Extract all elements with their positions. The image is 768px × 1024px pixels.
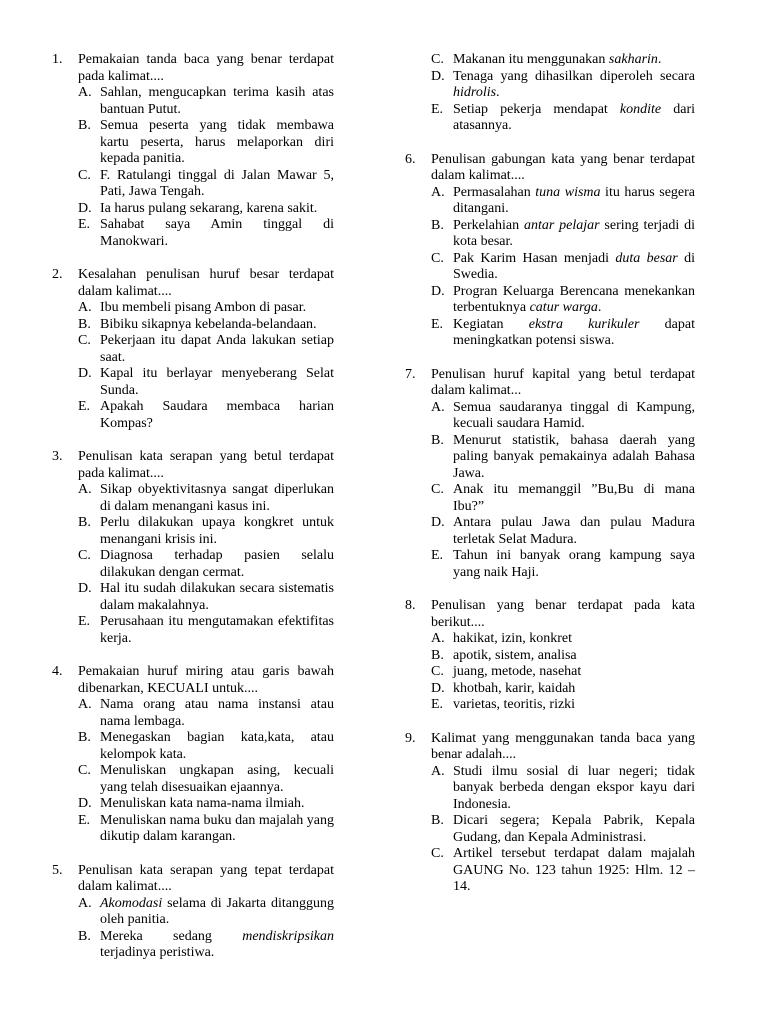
question-3 (52, 449, 334, 647)
question-number: 1. (52, 52, 63, 67)
option-c: C. Menuliskan ungkapan asing, kecuali yang telah disesuaikan ejaannya. (78, 763, 334, 795)
option-e: E. Perusahaan itu mengutamakan efektifitas kerja. (78, 614, 334, 646)
option-a: A. Sahlan, mengucapkan terima kasih atas bantuan Putut. (78, 85, 334, 117)
option-b: B. Dicari segera; Kepala Pabrik, Kepala Gudang, dan Kepala Administrasi. (431, 813, 695, 845)
question-8 (405, 598, 695, 714)
option-b: B. Mereka sedang mendiskripsikan terjadinya peristiwa. (78, 928, 334, 960)
option-d: D. Antara pulau Jawa dan pulau Madura terletak Selat Madura. (431, 515, 695, 547)
option-e: E. Setiap pekerja mendapat kondite dari atasannya. (431, 101, 696, 133)
question-5 (52, 863, 334, 962)
question-2 (52, 267, 334, 432)
question-6 (405, 152, 695, 350)
option-b: B. Bibiku sikapnya kebelanda-belandaan. (78, 316, 317, 332)
question-text: Pemakaian tanda baca yang benar terdapat pada kalimat.... (78, 52, 334, 84)
option-d: D. khotbah, karir, kaidah (431, 680, 576, 696)
question-number: 5. (52, 862, 63, 878)
option-b: B. Menurut statistik, bahasa daerah yang paling banyak pemakainya adalah Bahasa Jawa. (431, 432, 695, 481)
question-number: 7. (405, 366, 416, 382)
option-a: A. Sikap obyektivitasnya sangat diperlukan di dalam menangani kasus ini. (78, 482, 334, 514)
option-b: B. Perlu dilakukan upaya kongkret untuk menangani krisis ini. (78, 515, 334, 547)
question-7 (405, 367, 695, 582)
option-b: B. Perkelahian antar pelajar sering terjadi di kota besar. (431, 217, 695, 249)
question-text: Penulisan gabungan kata yang benar terdapat dalam kalimat.... (431, 151, 695, 183)
option-a: A. hakikat, izin, konkret (431, 631, 572, 646)
option-c: C. Diagnosa terhadap pasien selalu dilakukan dengan cermat. (78, 548, 334, 580)
option-d: D. Progran Keluarga Berencana menekankan terbentuknya catur warga. (431, 283, 695, 315)
option-e: E. Kegiatan ekstra kurikuler dapat meningkatkan potensi siswa. (431, 316, 695, 348)
question-1 (52, 52, 334, 250)
question-text: Penulisan kata serapan yang betul terdapat pada kalimat.... (78, 449, 334, 481)
question-5-continued (405, 52, 695, 135)
question-text: Penulisan kata serapan yang tepat terdapat dalam kalimat.... (78, 862, 334, 894)
option-a: A. Semua saudaranya tinggal di Kampung, kecuali saudara Hamid. (431, 399, 695, 431)
option-a: A. Akomodasi selama di Jakarta ditanggung oleh panitia. (78, 895, 334, 927)
option-a: A. Nama orang atau nama instansi atau nama lembaga. (78, 697, 334, 729)
option-b: B. Semua peserta yang tidak membawa kartu peserta, harus melaporkan diri kepada panitia. (78, 118, 334, 166)
option-c: C. Pak Karim Hasan menjadi duta besar di Swedia. (431, 250, 695, 282)
question-number: 3. (52, 449, 63, 464)
question-text: Penulisan huruf kapital yang betul terdapat dalam kalimat... (431, 366, 695, 398)
option-c: C. Anak itu memanggil ”Bu,Bu di mana Ibu?” (431, 482, 695, 514)
question-text: Kesalahan penulisan huruf besar terdapat dalam kalimat.... (78, 267, 334, 299)
question-number: 6. (405, 151, 416, 167)
option-d: D. Tenaga yang dihasilkan diperoleh secara hidrolis. (431, 68, 695, 100)
question-9 (405, 731, 695, 896)
right-column (405, 52, 695, 913)
option-b: B. apotik, sistem, analisa (431, 647, 577, 663)
option-e: E. Tahun ini banyak orang kampung saya yang naik Haji. (431, 548, 695, 580)
option-b: B. Menegaskan bagian kata,kata, atau kelompok kata. (78, 730, 334, 762)
question-number: 2. (52, 267, 63, 282)
option-c: C. Pekerjaan itu dapat Anda lakukan setiap saat. (78, 333, 334, 365)
question-number: 8. (405, 598, 416, 613)
option-a: A. Permasalahan tuna wisma itu harus segera ditangani. (431, 184, 695, 216)
option-c: C. F. Ratulangi tinggal di Jalan Mawar 5, Pati, Jawa Tengah. (78, 167, 334, 199)
option-c: C. Makanan itu menggunakan sakharin. (431, 52, 662, 67)
option-a: A. Ibu membeli pisang Ambon di pasar. (78, 300, 307, 315)
option-a: A. Studi ilmu sosial di luar negeri; tidak banyak berbeda dengan ekspor kayu dari Indonesia. (431, 763, 695, 812)
left-column (52, 52, 334, 979)
option-d: D. Ia harus pulang sekarang, karena sakit. (78, 200, 318, 216)
question-number: 4. (52, 664, 63, 679)
question-4 (52, 664, 334, 846)
question-text: Pemakaian huruf miring atau garis bawah dibenarkan, KECUALI untuk.... (78, 664, 334, 696)
question-text: Penulisan yang benar terdapat pada kata berikut.... (431, 598, 695, 630)
option-c: C. Artikel tersebut terdapat dalam majalah GAUNG No. 123 tahun 1925: Hlm. 12 – 14. (431, 846, 695, 894)
option-d: D. Menuliskan kata nama-nama ilmiah. (78, 796, 305, 811)
option-e: E. Sahabat saya Amin tinggal di Manokwari. (78, 217, 334, 249)
option-e: E. varietas, teoritis, rizki (431, 697, 576, 712)
option-c: C. juang, metode, nasehat (431, 664, 582, 679)
question-number: 9. (405, 730, 416, 746)
question-text: Kalimat yang menggunakan tanda baca yang benar adalah.... (431, 730, 695, 762)
option-e: E. Apakah Saudara membaca harian Kompas? (78, 399, 334, 431)
option-e: E. Menuliskan nama buku dan majalah yang dikutip dalam karangan. (78, 812, 334, 844)
option-d: D. Kapal itu berlayar menyeberang Selat Sunda. (78, 366, 334, 398)
option-d: D. Hal itu sudah dilakukan secara sistematis dalam makalahnya. (78, 581, 334, 613)
